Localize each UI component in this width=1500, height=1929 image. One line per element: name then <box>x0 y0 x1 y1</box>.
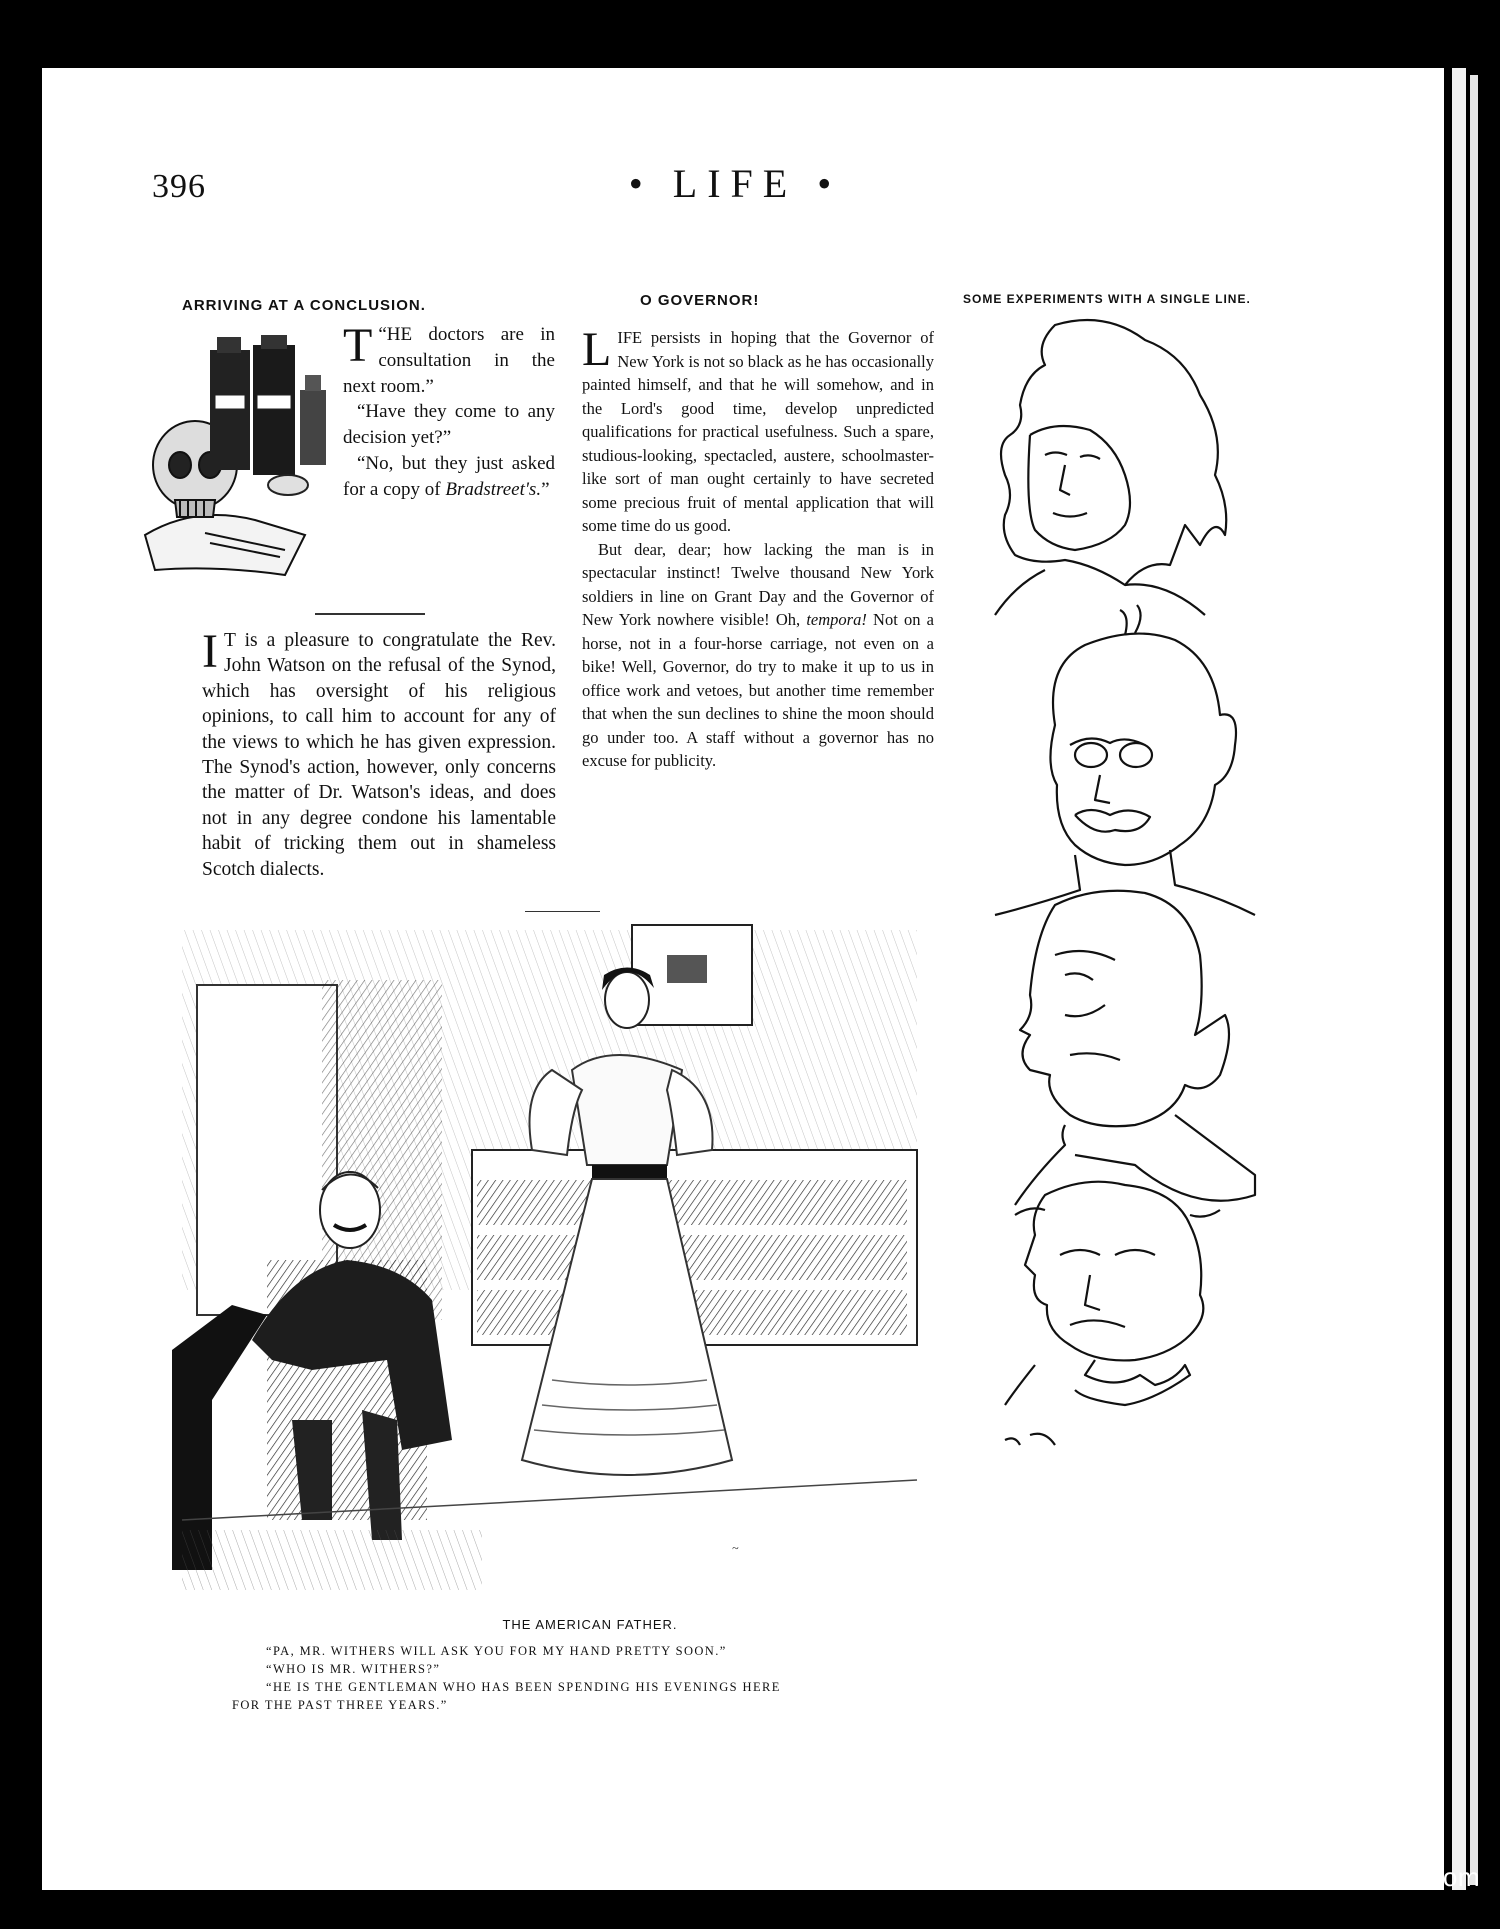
illustration-dialogue <box>232 1642 872 1714</box>
american-father-illustration <box>172 920 927 1610</box>
governor-text-2a: But dear, dear; how lacking the man is in spectacular instinct! Twelve thousand New York soldiers in line on Grant Day and the Governor of New York nowhere visible! Oh, <box>582 539 934 629</box>
governor-heading: O GOVERNOR! <box>640 292 760 309</box>
arriving-dropcap: T <box>343 319 373 372</box>
governor-article <box>582 323 934 773</box>
governor-para-2 <box>582 538 934 773</box>
masthead: • LIFE • <box>628 161 842 206</box>
governor-text-1: IFE persists in hoping that the Governor of New York is not so black as he has occasionally painted himself, and that he will somehow, and in the Lord's good time, develop unpredicted qualifications for practical usefulness. Such a spare, studious-looking, spectacled, austere, schoolmaster-like sort of man ought certainly to have secreted some precious fruit of mental application that will some time do us good. <box>582 328 934 535</box>
watermark: comicbooks.com <box>1279 1862 1480 1892</box>
governor-dropcap: L <box>582 323 612 376</box>
arriving-heading: ARRIVING AT A CONCLUSION. <box>182 297 426 314</box>
watson-paragraph <box>202 625 556 882</box>
page-edge-inner <box>1470 75 1478 1885</box>
dialogue-line-3: “HE IS THE GENTLEMAN WHO HAS BEEN SPENDING HIS EVENINGS HERE <box>266 1680 781 1694</box>
arriving-para-1 <box>343 319 555 399</box>
watson-dropcap: I <box>202 625 218 678</box>
page-edge <box>1452 68 1466 1890</box>
arriving-italic: Bradstreet's. <box>445 478 542 500</box>
governor-para-1 <box>582 323 934 538</box>
watson-article <box>202 625 556 882</box>
arriving-para-2: “Have they come to any decision yet?” <box>343 401 555 449</box>
governor-text-2b: Not on a horse, not in a four-horse carriage, not even on a bike! Well, Governor, do try to make it up to us in office work and vetoes, but another time remember that when the sun declines to shine the moon should go under too. A staff without a governor has no excuse for publicity. <box>582 610 934 770</box>
experiments-heading: SOME EXPERIMENTS WITH A SINGLE LINE. <box>963 292 1251 306</box>
illustration-title: THE AMERICAN FATHER. <box>502 1617 678 1632</box>
arriving-dialogue <box>343 319 555 503</box>
dialogue-line-4: FOR THE PAST THREE YEARS.” <box>232 1698 448 1712</box>
divider-rule <box>315 613 425 615</box>
dialogue-line-1: “PA, MR. WITHERS WILL ASK YOU FOR MY HAND PRETTY SOON.” <box>266 1644 727 1658</box>
single-line-portraits <box>975 315 1305 1715</box>
medicine-skull-illustration <box>135 335 345 595</box>
arriving-line-3: “No, but they just asked for a copy of <box>343 452 555 500</box>
page-number: 396 <box>152 168 206 205</box>
artist-signature: ~ <box>732 1541 739 1555</box>
watson-text: T is a pleasure to congratulate the Rev. John Watson on the refusal of the Synod, which has oversight of his religious opinions, to call him to account for any of the views to which he has given expression. The Synod's action, however, only concerns the matter of Dr. Watson's ideas, and does not in any degree condone his lamentable habit of tricking them out in shameless Scotch dialects. <box>202 630 556 880</box>
dialogue-line-2: “WHO IS MR. WITHERS?” <box>266 1662 441 1676</box>
arriving-para-3 <box>343 451 555 503</box>
arriving-close-quote: ” <box>541 478 550 500</box>
arriving-line-1: “HE doctors are in consultation in the next room.” <box>343 324 555 397</box>
governor-italic: tempora! <box>806 610 867 629</box>
divider-rule-2 <box>525 911 600 912</box>
